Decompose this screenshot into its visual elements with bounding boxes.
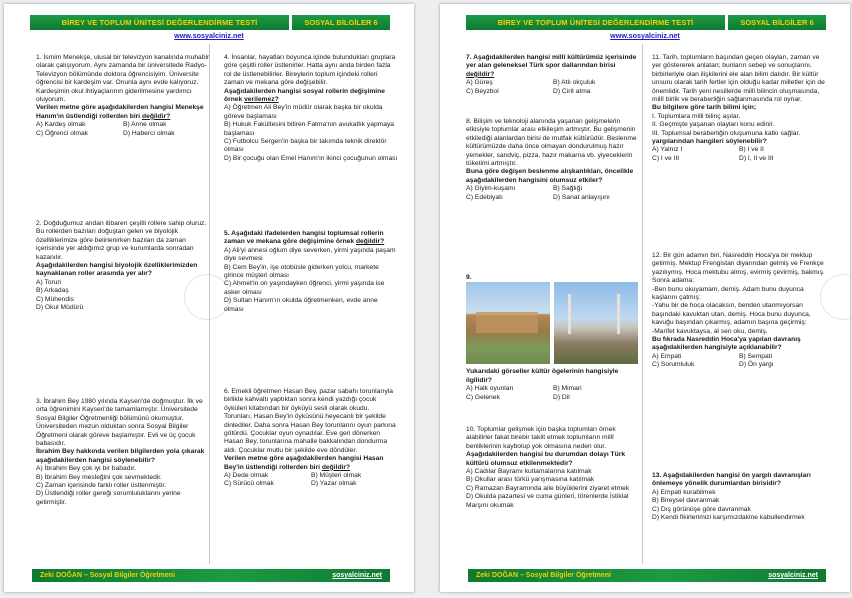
option-a[interactable]: A) Ali'yi annesi oğlum diye severken, yirmi yaşında paşam diye sevmesi xyxy=(224,246,396,263)
option-a[interactable]: A) Halk oyunları xyxy=(466,385,514,393)
option-c[interactable]: C) Öğrenci olmak xyxy=(36,129,89,137)
question-10: 10. Toplumlar gelişmek için başka toplumları örnek alabilirler fakat birebir taklit etmek toplumların millî benliklerinin kaybolup yok olmasına neden olur. Aşağıdakilerden hangisi bu durumdan dolayı Türk kültürü olumsuz etkilenmektedir? A) Cadılar Bayramı kutlamalarına katılmak B) Okullar arası türkü yarışmasına katılmak C) Ramazan Bayramında aile büyüklerini ziyaret etmek D) Okulda pazartesi ve cuma günleri, törenlerde İstiklal Marşını okumak xyxy=(466,426,640,510)
option-b[interactable]: B) Hukuk Fakültesini bitiren Fatma'nın avukatlık yapmaya başlaması xyxy=(224,121,395,137)
option-b[interactable]: B) Sağlığı xyxy=(553,185,583,193)
mosque-photo xyxy=(554,282,638,364)
castle-photo xyxy=(466,282,550,364)
test-title: BİREY VE TOPLUM ÜNİTESİ DEĞERLENDİRME TESTİ xyxy=(30,15,289,30)
option-d[interactable]: D) Haberci olmak xyxy=(123,129,175,137)
subject-label: SOSYAL BİLGİLER 6 xyxy=(728,15,826,30)
question-3: 3. İbrahim Bey 1980 yılında Kayseri'de doğmuştur. İlk ve orta öğrenimini Kayseri'de tamamlamıştır. Üniversitede Sosyal Bilgiler Öğretmenliği bölümünü okumuştur. Üniversiteden mezun olduktan sonra Sosyal Bilgiler Öğretmeni olarak göreve başlamıştır. Evli ve üç çocuk babasıdır. İbrahim Bey hakkında verilen bilgilerden yola çıkarak aşağıdakilerden hangisi söylenebilir? A) İbrahim Bey çok iyi bir babadır. B) İbrahim Bey mesleğini çok sevmektedir. C) Zaman içerisinde farklı roller üstlenmiştir. D) Üstlendiği roller gereği sorumluluklarını yerine getirmiştir. xyxy=(36,398,210,507)
question-8: 8. Bilişim ve teknoloji alanında yaşanan gelişmelerin etkisiyle toplumlar arası etkileşim artmıştır. Bu gelişmenin etkilediği alanlardan birisi de mutfak kültürüdür. Beslenme kültürümüzde daha önce olmayan dondurulmuş hazır yemekler, sandviç, pizza, hazır makarna vb. yiyeceklerin tüketimi artmıştır. Buna göre değişen beslenme alışkanlıkları, öncelikle aşağıdakilerden hangisini olumsuz etkiler? A) Giyim-kuşamı B) Sağlığı C) Edebiyatı D) Sanat anlayışını xyxy=(466,118,640,202)
option-a[interactable]: A) Yalnız I xyxy=(652,146,683,154)
option-d[interactable]: D) I, II ve III xyxy=(739,154,774,162)
footer-site-link[interactable]: sosyalciniz.net xyxy=(768,572,818,579)
question-13: 13. Aşağıdakilerden hangisi ön yargılı davranışları önlemeye yönelik durumlardan birisidir? A) Empati kurabilmek B) Bireysel davranmak C) Dış görünüşe göre davranmak D) Kendi fikirlerimizi karşımızdakine kabullendirmek xyxy=(652,472,826,522)
option-c[interactable]: C) Sürücü olmak xyxy=(224,480,274,488)
header-bar xyxy=(466,15,826,30)
option-a[interactable]: A) Cadılar Bayramı kutlamalarına katılmak xyxy=(466,468,592,476)
option-b[interactable]: B) Anne olmak xyxy=(123,121,167,129)
option-d[interactable]: D) Okul Müdürü xyxy=(36,304,84,312)
footer-author: Zeki DOĞAN – Sosyal Bilgiler Öğretmeni xyxy=(476,572,611,579)
option-c[interactable]: C) Sorumluluk xyxy=(652,361,695,369)
site-url[interactable]: www.sosyalciniz.net xyxy=(174,31,244,40)
option-a[interactable]: A) Empati xyxy=(652,352,682,360)
option-c[interactable]: C) Beyzbol xyxy=(466,87,499,95)
option-a[interactable]: A) Empati kurabilmek xyxy=(652,488,716,496)
option-d[interactable]: D) Yazar olmak xyxy=(311,480,357,488)
option-a[interactable]: A) Kardeş olmak xyxy=(36,121,86,129)
option-c[interactable]: C) Gelenek xyxy=(466,393,500,401)
question-11: 11. Tarih, toplumların başından geçen olayları, zaman ve yer göstererek anlatan; bunların sebep ve sonuçlarını, birbirleriyle olan ilişkilerini ele alan bilim dalıdır. Bir kültür unsuru olarak tarih fertler için olduğu kadar milletler için de önemlidir. Tarih yeni nesillerde millî bilincin oluşmasında, millî birlik ve beraberliğin sağlanmasında rol oynar. Bu bilgilere göre tarih bilimi için; I. Toplumlara milli bilinç aşılar. II. Geçmişte yaşanan olayları konu edinir. III. Toplumsal beraberliğin oluşumuna katkı sağlar. yargılarından hangileri söylenebilir? A) Yalnız I B) I ve II C) I ve III D) I, II ve III xyxy=(652,54,825,162)
question-5: 5. Aşağıdaki ifadelerden hangisi toplumsal rollerin zaman ve mekana göre değişimine örnek değildir? A) Ali'yi annesi oğlum diye severken, yirmi yaşında paşam diye sevmesi B) Cem Bey'in, işe otobüsle giderken yolcu, markete girince müşteri olması C) Ahmet'in on yaşındayken öğrenci, yirmi yaşında ise asker olması D) Sultan Hanım'ın okulda öğretmenken, evde anne olması xyxy=(224,230,398,314)
option-c[interactable]: C) Edebiyatı xyxy=(466,193,503,201)
option-d[interactable]: D) Sanat anlayışını xyxy=(553,193,610,201)
question-9: 9. Yukarıdaki görseller kültür ögelerinin hangisiyle ilgilidir? A) Halk oyunları B) Mimari C) Gelenek D) Dil xyxy=(466,274,640,402)
test-title: BİREY VE TOPLUM ÜNİTESİ DEĞERLENDİRME TESTİ xyxy=(466,15,725,30)
option-c[interactable]: C) Ahmet'in on yaşındayken öğrenci, yirmi yaşında ise asker olması xyxy=(224,280,385,296)
footer-author: Zeki DOĞAN – Sosyal Bilgiler Öğretmeni xyxy=(40,572,175,579)
option-b[interactable]: B) Cem Bey'in, işe otobüsle giderken yolcu, markete girince müşteri olması xyxy=(224,263,379,280)
footer-site-link[interactable]: sosyalciniz.net xyxy=(332,572,382,579)
option-c[interactable]: C) I ve III xyxy=(652,154,680,162)
option-b[interactable]: B) İbrahim Bey mesleğini çok sevmektedir. xyxy=(36,473,162,481)
option-c[interactable]: C) Futbolcu Sergen'in başka bir takımda teknik direktör olması xyxy=(224,138,387,154)
footer-bar xyxy=(32,569,390,582)
question-2: 2. Doğduğumuz andan itibaren çeşitli rollere sahip oluruz. Bu rollerden bazıları doğuştan gelen ve biyolojik özelliklerimize göre belirlenirken bazıları da zaman içerisinde yer aldığımız grup ve kurumlarda sonradan kazanılır. Aşağıdakilerden hangisi biyolojik özelliklerimizden kaynaklanan roller arasında yer alır? A) Torun B) Arkadaş C) Mühendis D) Okul Müdürü xyxy=(36,220,210,312)
footer-bar xyxy=(468,569,826,582)
question-7: 7. Aşağıdakilerden hangisi millî kültürümüz içerisinde yer alan geleneksel Türk spor dallarından birisi değildir? A) Güreş B) Atlı okçuluk C) Beyzbol D) Cirit atma xyxy=(466,54,640,96)
option-d[interactable]: D) Bir çocuğu olan Emel Hanım'ın ikinci çocuğunun olması xyxy=(224,154,398,162)
subject-label: SOSYAL BİLGİLER 6 xyxy=(292,15,390,30)
page-right xyxy=(440,4,850,592)
option-c[interactable]: C) Dış görünüşe göre davranmak xyxy=(652,505,751,513)
option-d[interactable]: D) Cirit atma xyxy=(553,87,591,95)
header-bar xyxy=(30,15,390,30)
option-a[interactable]: A) İbrahim Bey çok iyi bir babadır. xyxy=(36,465,136,473)
option-c[interactable]: C) Ramazan Bayramında aile büyüklerini ziyaret etmek xyxy=(466,484,630,492)
option-a[interactable]: A) Giyim-kuşamı xyxy=(466,185,516,193)
page-left xyxy=(4,4,414,592)
option-a[interactable]: A) Dede olmak xyxy=(224,472,269,480)
option-a[interactable]: A) Torun xyxy=(36,278,62,286)
option-d[interactable]: D) Dil xyxy=(553,393,570,401)
option-c[interactable]: C) Mühendis xyxy=(36,295,74,303)
column-divider xyxy=(642,44,643,564)
option-b[interactable]: B) Arkadaş xyxy=(36,287,69,295)
option-a[interactable]: A) Öğretmen Ali Bey'in müdür olarak başka bir okulda göreve başlaması xyxy=(224,104,383,120)
question-12: 12. Bir gün adamın biri, Nasreddin Hoca'ya bir mektup getirmiş. Mektup Frengistan diyarından gelmiş ve Frenkçe yazılıymış. Hoca mektubu almış, evirmiş çevirmiş, bakmış. Sonra adama: -Ben bunu okuyamam, demiş. Adam bunu duyunca kaşlarını çatmış: -Yahu bir de hoca olacaksın, benden utanmıyorsan başındaki kavuktan utan, demiş. Hoca bunu duyunca, kavuğu başından çıkarmış, adamın başına geçirmiş: -Marifet kavuktaysa, al sen oku, demiş. Bu fıkrada Nasreddin Hoca'ya yapılan davranış aşağıdakilerden hangisiyle açıklanabilir? A) Empati B) Sempati C) Sorumluluk D) Ön yargı xyxy=(652,252,825,369)
option-d[interactable]: D) Ön yargı xyxy=(739,361,774,369)
option-d[interactable]: D) Sultan Hanım'ın okulda öğretmenken, evde anne olması xyxy=(224,297,378,313)
option-b[interactable]: B) Mimari xyxy=(553,385,582,393)
question-6: 6. Emekli öğretmen Hasan Bey, pazar sabahı torunlarıyla birlikte kahvaltı yaptıktan sonra kendi yazdığı çocuk öyküleri kitabından bir öyküyü sesli olarak okudu. Torunları, Hasan Bey'in öyküsünü heyecanlı bir şekilde dinlediler. Daha sonra Hasan Bey torunlarını oyun parkına götürdü. Çocuklar oyun oynadılar. Eve geri dönerken Hasan Bey, torunlarına mahalle bakkalından dondurma aldı. Çocuklar mutlu bir şekilde eve döndüler. Verilen metne göre aşağıdakilerden hangisi Hasan Bey'in üstlendiği rollerden biri değildir? A) Dede olmak B) Müşteri olmak C) Sürücü olmak D) Yazar olmak xyxy=(224,388,398,489)
option-d[interactable]: D) Kendi fikirlerimizi karşımızdakine kabullendirmek xyxy=(652,514,805,522)
option-b[interactable]: B) I ve II xyxy=(739,146,764,154)
question-4: 4. İnsanlar, hayatları boyunca içinde bulundukları gruplara göre çeşitli roller üstlenirler. Hatta aynı anda birden fazla rol de üstlenebilirler. Bireylerin toplum içindeki rolleri zaman ve mekana göre değişebilir. Aşağıdakilerden hangisi sosyal rollerin değişimine örnek verilemez? A) Öğretmen Ali Bey'in müdür olarak başka bir okulda göreve başlaması B) Hukuk Fakültesini bitiren Fatma'nın avukatlık yapmaya başlaması C) Futbolcu Sergen'in başka bir takımda teknik direktör olması D) Bir çocuğu olan Emel Hanım'ın ikinci çocuğunun olması xyxy=(224,54,398,162)
option-b[interactable]: B) Atlı okçuluk xyxy=(553,79,596,87)
option-d[interactable]: D) Okulda pazartesi ve cuma günleri, törenlerde İstiklal Marşını okumak xyxy=(466,493,629,509)
site-url[interactable]: www.sosyalciniz.net xyxy=(610,31,680,40)
option-a[interactable]: A) Güreş xyxy=(466,79,493,87)
option-c[interactable]: C) Zaman içerisinde farklı roller üstlenmiştir. xyxy=(36,482,167,490)
option-b[interactable]: B) Sempati xyxy=(739,352,773,360)
option-b[interactable]: B) Müşteri olmak xyxy=(311,472,362,480)
question-9-images xyxy=(466,282,640,364)
option-b[interactable]: B) Bireysel davranmak xyxy=(652,497,720,505)
question-1: 1. İsmim Menekşe, ulusal bir televizyon kanalında muhabir olarak çalışıyorum. Aynı zamanda bir üniversitede Radyo-Televizyon bölümünde doktora öğrencisiyim. Üniversite öğrencisi bir kardeşim var. Onunla aynı evde kalıyoruz. Kardeşimin okul ihtiyaçlarının giderilmesine yardımcı oluyorum. Verilen metne göre aşağıdakilerden hangisi Menekşe Hanım'ın üstlendiği rollerden biri değildir? A) Kardeş olmak B) Anne olmak C) Öğrenci olmak D) Haberci olmak xyxy=(36,54,210,137)
option-d[interactable]: D) Üstlendiği roller gereği sorumluluklarını yerine getirmiştir. xyxy=(36,490,181,506)
option-b[interactable]: B) Okullar arası türkü yarışmasına katılmak xyxy=(466,476,595,484)
